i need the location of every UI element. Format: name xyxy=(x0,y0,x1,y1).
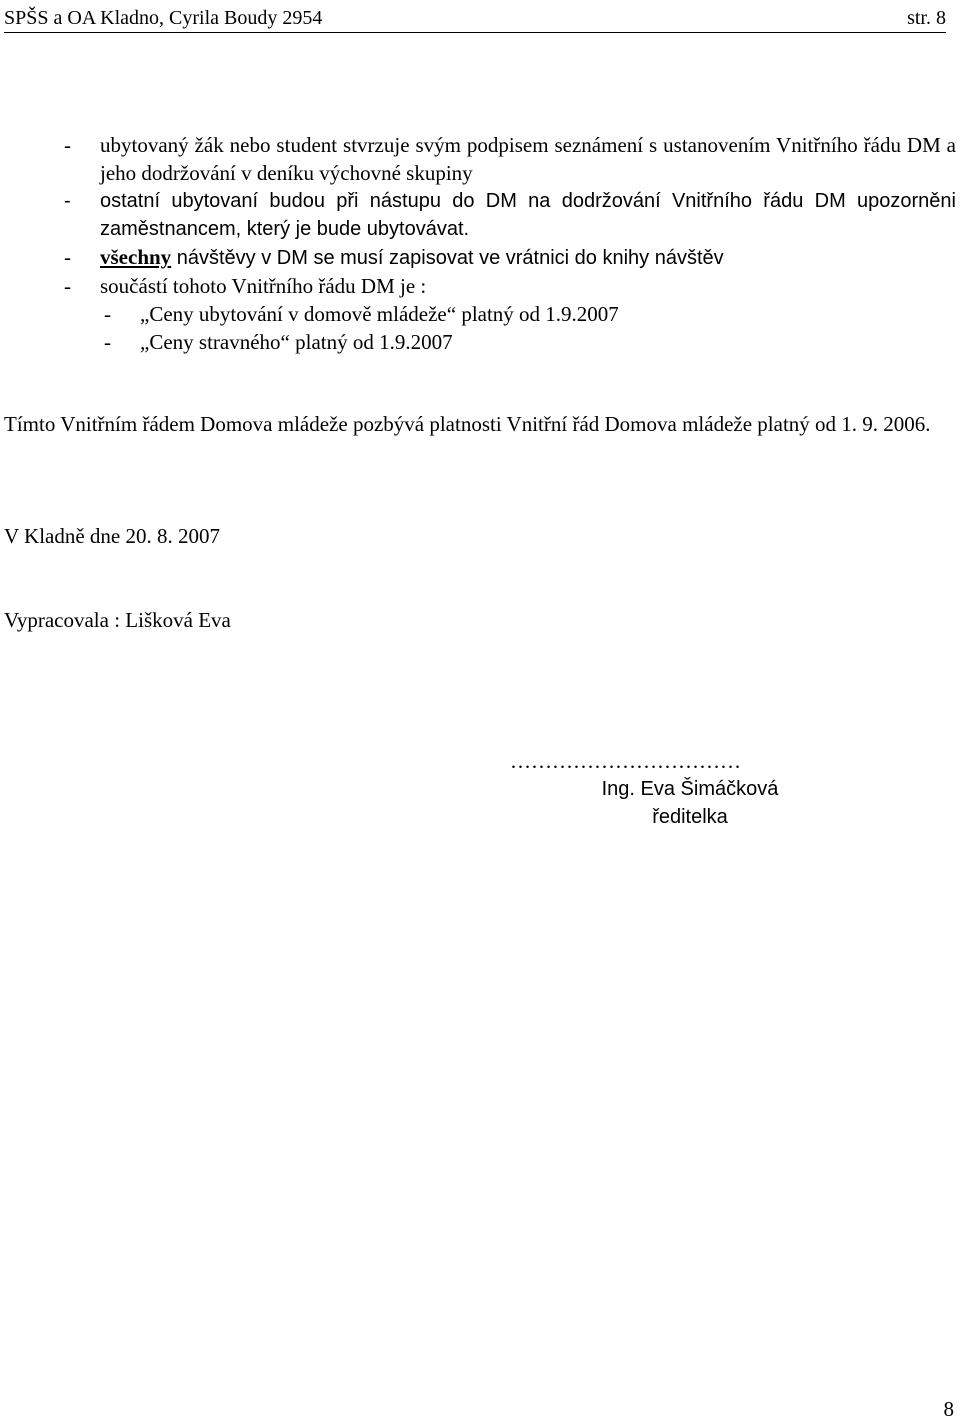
sublist-item-text: „Ceny ubytování v domově mládeže“ platný od 1.9.2007 xyxy=(140,302,619,326)
signature-block xyxy=(510,747,870,831)
list-dash: - xyxy=(104,302,111,326)
list-dash: - xyxy=(64,274,71,298)
list-item xyxy=(64,131,956,187)
header-school: SPŠS a OA Kladno, Cyrila Boudy 2954 xyxy=(4,7,323,29)
author-line: Vypracovala : Lišková Eva xyxy=(4,608,231,632)
list-item xyxy=(64,243,956,272)
list-dash: - xyxy=(64,190,71,212)
list-item-text: návštěvy v DM se musí zapisovat ve vrátnici do knihy návštěv xyxy=(171,247,724,269)
rules-list xyxy=(64,131,956,356)
signature-line: …………………………… xyxy=(510,749,741,773)
signatory-name: Ing. Eva Šimáčková xyxy=(601,778,779,800)
sublist-item xyxy=(104,328,956,356)
header-page-label: str. 8 xyxy=(907,7,946,29)
list-dash: - xyxy=(104,330,111,354)
price-sublist xyxy=(104,300,956,356)
page-header xyxy=(4,6,946,33)
list-item xyxy=(64,272,956,300)
signatory-title: ředitelka xyxy=(652,806,728,828)
list-dash: - xyxy=(64,245,71,269)
list-item-text: součástí tohoto Vnitřního řádu DM je : xyxy=(100,274,427,298)
list-item-emphasis: všechny xyxy=(100,245,172,269)
sublist-item xyxy=(104,300,956,328)
list-item-text: ubytovaný žák nebo student stvrzuje svým podpisem seznámení s ustanovením Vnitřního řádu DM a jeho dodržování v deníku výchovné skupiny xyxy=(100,133,956,185)
sublist-item-text: „Ceny stravného“ platný od 1.9.2007 xyxy=(140,330,453,354)
invalidation-paragraph: Tímto Vnitřním řádem Domova mládeže pozbývá platnosti Vnitřní řád Domova mládeže platný od 1. 9. 2006. xyxy=(4,412,931,436)
place-date: V Kladně dne 20. 8. 2007 xyxy=(4,524,220,548)
list-item-text: ostatní ubytovaní budou při nástupu do DM na dodržování Vnitřního řádu DM upozorněni zaměstnancem, který je bude ubytovávat. xyxy=(100,190,956,240)
list-dash: - xyxy=(64,133,71,157)
page-number: 8 xyxy=(943,1397,954,1421)
list-item xyxy=(64,187,956,243)
